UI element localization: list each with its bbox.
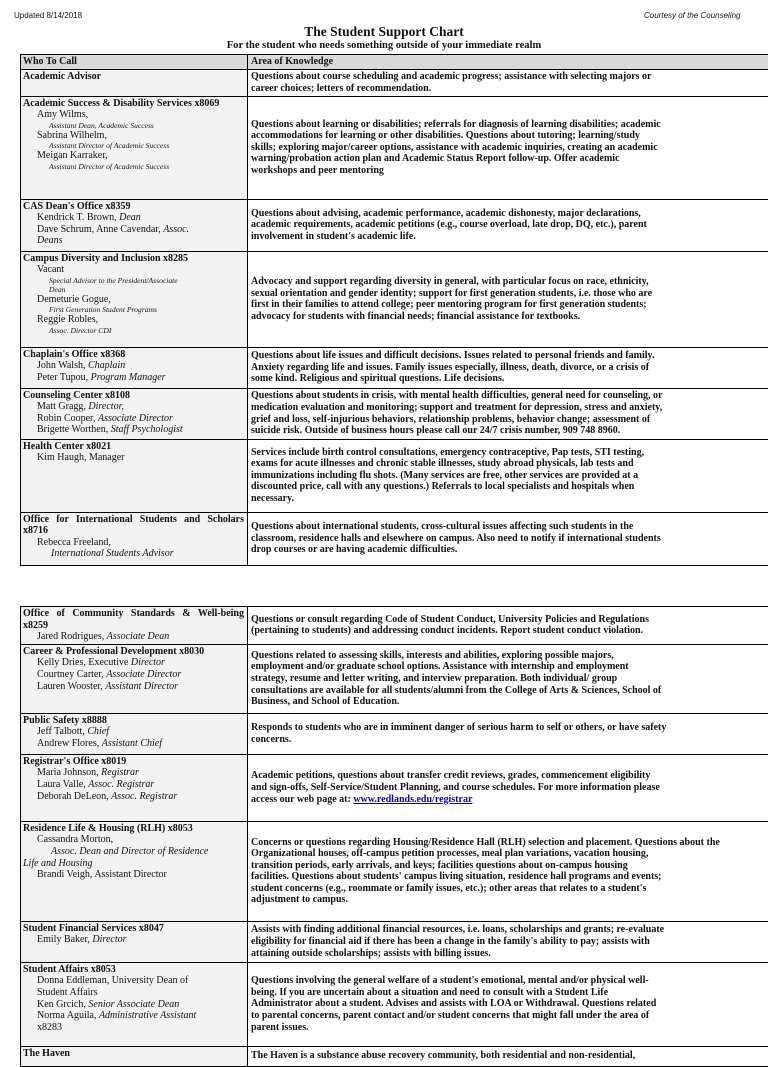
area-cell [248, 921, 768, 962]
staff-member [23, 264, 244, 276]
staff-name: Reggie Robles, [37, 314, 98, 325]
area-line: employment and/or graduate school options. Assistance with internship and employment [251, 661, 768, 673]
table-row [21, 921, 768, 962]
staff-member [23, 235, 244, 247]
staff-member [23, 657, 244, 669]
staff-member [23, 779, 244, 791]
area-line: Questions involving the general welfare of a student's emotional, mental and/or physical well- [251, 975, 768, 987]
area-cell [248, 388, 768, 439]
staff-subtitle: Dean [23, 285, 244, 294]
staff-name: Meigan Karraker, [37, 150, 108, 161]
staff-member [23, 401, 244, 413]
who-cell [21, 199, 248, 251]
table-row [21, 439, 768, 512]
office-name: Career & Professional Development x8030 [23, 646, 244, 658]
staff-title-text: Assoc. Dean and Director of Residence [51, 846, 208, 857]
staff-member [23, 314, 244, 326]
table-row [21, 347, 768, 388]
area-line: Questions or consult regarding Code of Student Conduct, University Policies and Regulations [251, 614, 768, 626]
office-name: Registrar's Office x8019 [23, 756, 244, 768]
staff-name: Peter Tupou, [37, 372, 91, 383]
staff-member [23, 150, 244, 162]
area-cell [248, 439, 768, 512]
staff-name: Maria Johnson, [37, 767, 101, 778]
staff-title-text: Associate Director [98, 413, 173, 424]
area-line: Responds to students who are in imminent danger of serious harm to self or others, or have safety [251, 722, 768, 734]
staff-member [23, 212, 244, 224]
staff-name: Andrew Flores, [37, 738, 102, 749]
area-line: Services include birth control consultations, emergency contraceptive, Pap tests, STI testing, [251, 447, 768, 459]
staff-title-text: Director [131, 657, 165, 668]
staff-member [23, 294, 244, 306]
staff-member [23, 413, 244, 425]
staff-title-text: Chaplain [88, 360, 125, 371]
area-cell [248, 754, 768, 821]
staff-title-text: Assistant Director [105, 681, 178, 692]
office-name: Chaplain's Office x8368 [23, 349, 244, 361]
table-row [21, 1046, 768, 1066]
staff-member [23, 360, 244, 372]
area-line: parent issues. [251, 1022, 768, 1034]
area-line: consultations are available for all students/alumni from the College of Arts & Sciences, School of [251, 685, 768, 697]
staff-member [23, 999, 244, 1011]
staff-title-text: Administrative Assistant [99, 1010, 196, 1021]
area-line: Business, and School of Education. [251, 696, 768, 708]
staff-member [23, 669, 244, 681]
who-cell [21, 962, 248, 1046]
area-cell [248, 69, 768, 96]
staff-member [23, 726, 244, 738]
area-cell [248, 512, 768, 565]
table-row [21, 388, 768, 439]
office-name: Health Center x8021 [23, 441, 244, 453]
staff-name: Dave Schrum, Anne Cavendar, [37, 224, 163, 235]
office-name: Campus Diversity and Inclusion x8285 [23, 253, 244, 265]
area-line: Questions related to assessing skills, interests and abilities, exploring possible majors, [251, 650, 768, 662]
area-line: first in their families to attend college; peer mentoring program for first generation students; [251, 299, 768, 311]
area-line: (pertaining to students) and addressing conduct incidents. Report student conduct violation. [251, 625, 768, 637]
staff-name: Courtney Carter, [37, 669, 106, 680]
area-cell [248, 607, 768, 645]
staff-member [23, 452, 244, 464]
who-cell [21, 644, 248, 713]
area-line: Questions about learning or disabilities; referrals for diagnosis of learning disabilities; academic [251, 119, 768, 131]
staff-title-text: Deans [37, 235, 63, 246]
staff-title-text: Assoc. [163, 224, 189, 235]
area-line: to parental concerns, parent contact and/or student concerns that might fall under the area of [251, 1010, 768, 1022]
area-cell [248, 96, 768, 199]
staff-subtitle: Special Advisor to the President/Associate [23, 276, 244, 285]
staff-member [23, 224, 244, 236]
staff-member [23, 934, 244, 946]
area-line: advocacy for students with financial needs; financial assistance for textbooks. [251, 311, 768, 323]
staff-name: Demeturie Gogue, [37, 294, 111, 305]
table-row [21, 713, 768, 754]
staff-member [23, 1022, 244, 1034]
office-name: CAS Dean's Office x8359 [23, 201, 244, 213]
staff-name: Jeff Talbott, [37, 726, 87, 737]
area-line: exams for acute illnesses and chronic stable illnesses, study abroad physicals, lab tests and [251, 458, 768, 470]
staff-name: Ken Grcich, [37, 999, 88, 1010]
area-cell [248, 347, 768, 388]
table-row [21, 96, 768, 199]
staff-title-text: Senior Associate Dean [88, 999, 179, 1010]
staff-name: x8283 [37, 1022, 62, 1033]
area-cell [248, 1046, 768, 1066]
staff-name: Sabrina Wilhelm, [37, 130, 107, 141]
staff-title [23, 846, 244, 858]
staff-member [23, 791, 244, 803]
who-cell [21, 821, 248, 921]
table-row [21, 199, 768, 251]
header-row [21, 55, 768, 70]
area-line: immunizations including flu shots. (Many services are free, other services are provided at a [251, 470, 768, 482]
area-line: grief and loss, self-injurious behaviors, relationship problems, behavior change; assessment of [251, 414, 768, 426]
staff-member [23, 631, 244, 643]
courtesy-note: Courtesy of the Counseling [644, 11, 741, 20]
staff-title-text: Assistant Chief [102, 738, 162, 749]
area-cell [248, 821, 768, 921]
area-line: being. If you are uncertain about a situation and need to consult with a Student Life [251, 987, 768, 999]
staff-name: Norma Aguila, [37, 1010, 99, 1021]
office-name: Public Safety x8888 [23, 715, 244, 727]
staff-title-text: Staff Psychologist [111, 424, 183, 435]
table-row [21, 644, 768, 713]
area-line: student concerns (e.g., roommate or family issues, etc.); other areas that relates to a student's [251, 883, 768, 895]
table-row [21, 754, 768, 821]
registrar-link[interactable]: www.redlands.edu/registrar [353, 794, 472, 805]
area-cell [248, 644, 768, 713]
office-name: Counseling Center x8108 [23, 390, 244, 402]
staff-name: Deborah DeLeon, [37, 791, 111, 802]
area-line: suicide risk. Outside of business hours please call our 24/7 crisis number, 909 748 8960. [251, 425, 768, 437]
staff-name: Donna Eddleman, University Dean of [37, 975, 188, 986]
area-line: Concerns or questions regarding Housing/Residence Hall (RLH) selection and placement. Questions about the [251, 837, 768, 849]
area-line: Questions about international students, cross-cultural issues affecting such students in the [251, 521, 768, 533]
page-title: The Student Support Chart [0, 24, 768, 40]
area-line: Advocacy and support regarding diversity in general, with particular focus on race, ethnicity, [251, 276, 768, 288]
staff-title-text: Chief [87, 726, 109, 737]
staff-member [23, 975, 244, 987]
area-line: medication evaluation and monitoring; support and treatment for depression, stress and anxiety, [251, 402, 768, 414]
staff-title-text: Assoc. Registrar [88, 779, 154, 790]
staff-name: Emily Baker, [37, 934, 92, 945]
staff-title-text: Director [92, 934, 126, 945]
staff-name: Rebecca Freeland, [37, 537, 111, 548]
area-line: strategy, resume and letter writing, and interview preparation. Both individual/ group [251, 673, 768, 685]
col-header-area: Area of Knowledge [248, 55, 768, 70]
staff-name: Kim Haugh, Manager [37, 452, 124, 463]
area-line: transition periods, early arrivals, and keys; facilities questions about on-campus housing [251, 860, 768, 872]
area-line: Questions about advising, academic performance, academic dishonesty, major declarations, [251, 208, 768, 220]
area-cell [248, 251, 768, 347]
staff-subtitle: Assistant Dean, Academic Success [23, 121, 244, 130]
who-cell [21, 1046, 248, 1066]
staff-member [23, 869, 244, 881]
who-cell [21, 69, 248, 96]
area-line: Questions about life issues and difficult decisions. Issues related to personal friends and family. [251, 350, 768, 362]
area-line: Organizational houses, off-campus petition processes, meal plan variations, vacation housing, [251, 848, 768, 860]
table-row [21, 512, 768, 565]
staff-member [23, 681, 244, 693]
office-name: Office of Community Standards & Well-being x8259 [23, 608, 244, 631]
staff-member [23, 109, 244, 121]
office-name: Academic Success & Disability Services x8069 [23, 98, 244, 110]
staff-name: Brandi Veigh, Assistant Director [37, 869, 167, 880]
staff-title-text: Dean [119, 212, 141, 223]
staff-name: Robin Cooper, [37, 413, 98, 424]
who-cell [21, 921, 248, 962]
staff-title [23, 858, 244, 870]
who-cell [21, 347, 248, 388]
area-line: Questions about students in crisis, with mental health difficulties, general need for counseling, or [251, 390, 768, 402]
who-cell [21, 439, 248, 512]
staff-member [23, 130, 244, 142]
staff-member [23, 987, 244, 999]
area-line: The Haven is a substance abuse recovery community, both residential and non-residential, [251, 1050, 768, 1062]
area-line: Academic petitions, questions about transfer credit reviews, grades, commencement eligibility [251, 770, 768, 782]
staff-title-text: Associate Dean [107, 631, 170, 642]
staff-member [23, 834, 244, 846]
staff-title-text: International Students Advisor [51, 548, 174, 559]
support-table-1 [20, 54, 768, 566]
area-cell [248, 713, 768, 754]
staff-title-text: Associate Director [106, 669, 181, 680]
staff-title-text: Director, [88, 401, 123, 412]
area-line: involvement in student's academic life. [251, 231, 768, 243]
who-cell [21, 713, 248, 754]
staff-subtitle: Assistant Director of Academic Success [23, 162, 244, 171]
staff-name: Amy Wilms, [37, 109, 88, 120]
staff-name: Kelly Dries, Executive [37, 657, 131, 668]
staff-name: John Walsh, [37, 360, 88, 371]
staff-name: Vacant [37, 264, 64, 275]
who-cell [21, 607, 248, 645]
staff-subtitle: Assistant Director of Academic Success [23, 141, 244, 150]
office-name: Student Financial Services x8047 [23, 923, 244, 935]
staff-title-text: Assoc. Registrar [111, 791, 177, 802]
staff-name: Lauren Wooster, [37, 681, 105, 692]
table-row [21, 962, 768, 1046]
area-cell [248, 962, 768, 1046]
staff-title [23, 548, 244, 560]
area-line: skills; exploring major/career options, assistance with academic inquiries, creating an academic [251, 142, 768, 154]
staff-name: Matt Gragg, [37, 401, 88, 412]
area-line: attaining outside scholarships; assists with billing issues. [251, 948, 768, 960]
area-line: concerns. [251, 734, 768, 746]
office-name: Student Affairs x8053 [23, 964, 244, 976]
area-line: Anxiety regarding life and issues. Family issues especially, illness, death, divorce, or a crisis of [251, 362, 768, 374]
area-cell [248, 199, 768, 251]
staff-subtitle: Assoc. Director CDI [23, 326, 244, 335]
page-subtitle: For the student who needs something outside of your immediate realm [0, 40, 768, 51]
who-cell [21, 388, 248, 439]
staff-member [23, 372, 244, 384]
who-cell [21, 754, 248, 821]
area-line: career choices; letters of recommendation. [251, 83, 768, 95]
area-line: Questions about course scheduling and academic progress; assistance with selecting majors or [251, 71, 768, 83]
staff-name: Laura Valle, [37, 779, 88, 790]
area-line: classroom, residence halls and elsewhere on campus. Also need to notify if international students [251, 533, 768, 545]
table-row [21, 69, 768, 96]
staff-member [23, 1010, 244, 1022]
staff-title-text: Program Manager [91, 372, 166, 383]
col-header-who: Who To Call [21, 55, 248, 70]
staff-subtitle: First Generation Student Programs [23, 305, 244, 314]
staff-title-text: Registrar [101, 767, 139, 778]
area-line: discounted price, call with any questions.) Referrals to local specialists and hospitals when [251, 481, 768, 493]
table-row [21, 251, 768, 347]
staff-name: Student Affairs [37, 987, 98, 998]
staff-title-text: Life and Housing [23, 858, 92, 869]
who-cell [21, 512, 248, 565]
staff-name: Kendrick T. Brown, [37, 212, 119, 223]
office-name: Academic Advisor [23, 71, 244, 83]
area-line: access our web page at: www.redlands.edu/registrar [251, 794, 768, 806]
area-line: necessary. [251, 493, 768, 505]
staff-member [23, 537, 244, 549]
who-cell [21, 251, 248, 347]
updated-date: Updated 8/14/2018 [14, 11, 82, 20]
staff-name: Jared Rodrigues, [37, 631, 107, 642]
staff-member [23, 738, 244, 750]
staff-name: Cassandra Morton, [37, 834, 113, 845]
support-table-2 [20, 606, 768, 1067]
area-line: warning/probation action plan and Academic Status Report follow-up. Offer academic [251, 153, 768, 165]
area-line: adjustment to campus. [251, 894, 768, 906]
who-cell [21, 96, 248, 199]
staff-name: Brigette Worthen, [37, 424, 111, 435]
area-line: accommodations for learning or other disabilities. Questions about tutoring; learning/study [251, 130, 768, 142]
office-name: Office for International Students and Scholars x8716 [23, 514, 244, 537]
area-line: academic requirements, academic petitions (e.g., course overload, late drop, DQ, etc.), parent [251, 219, 768, 231]
area-line: sexual orientation and gender identity; support for first generation students, i.e. those who are [251, 288, 768, 300]
area-line: eligibility for financial aid if there has been a change in the family's ability to pay; assists with [251, 936, 768, 948]
area-line: facilities. Questions about students' campus living situation, residence hall programs and events; [251, 871, 768, 883]
area-line: drop courses or are having academic difficulties. [251, 544, 768, 556]
area-line: Administrator about a student. Advises and assists with LOA or Withdrawal. Questions related [251, 998, 768, 1010]
table-row [21, 821, 768, 921]
area-line: some kind. Religious and spiritual questions. Life decisions. [251, 373, 768, 385]
office-name: The Haven [23, 1048, 244, 1060]
office-name: Residence Life & Housing (RLH) x8053 [23, 823, 244, 835]
area-line: workshops and peer mentoring [251, 165, 768, 177]
staff-member [23, 767, 244, 779]
table-row [21, 607, 768, 645]
area-line: and sign-offs, Self-Service/Student Planning, and course schedules. For more information please [251, 782, 768, 794]
staff-member [23, 424, 244, 436]
area-line: Assists with finding additional financial resources, i.e. loans, scholarships and grants; re-evaluate [251, 924, 768, 936]
